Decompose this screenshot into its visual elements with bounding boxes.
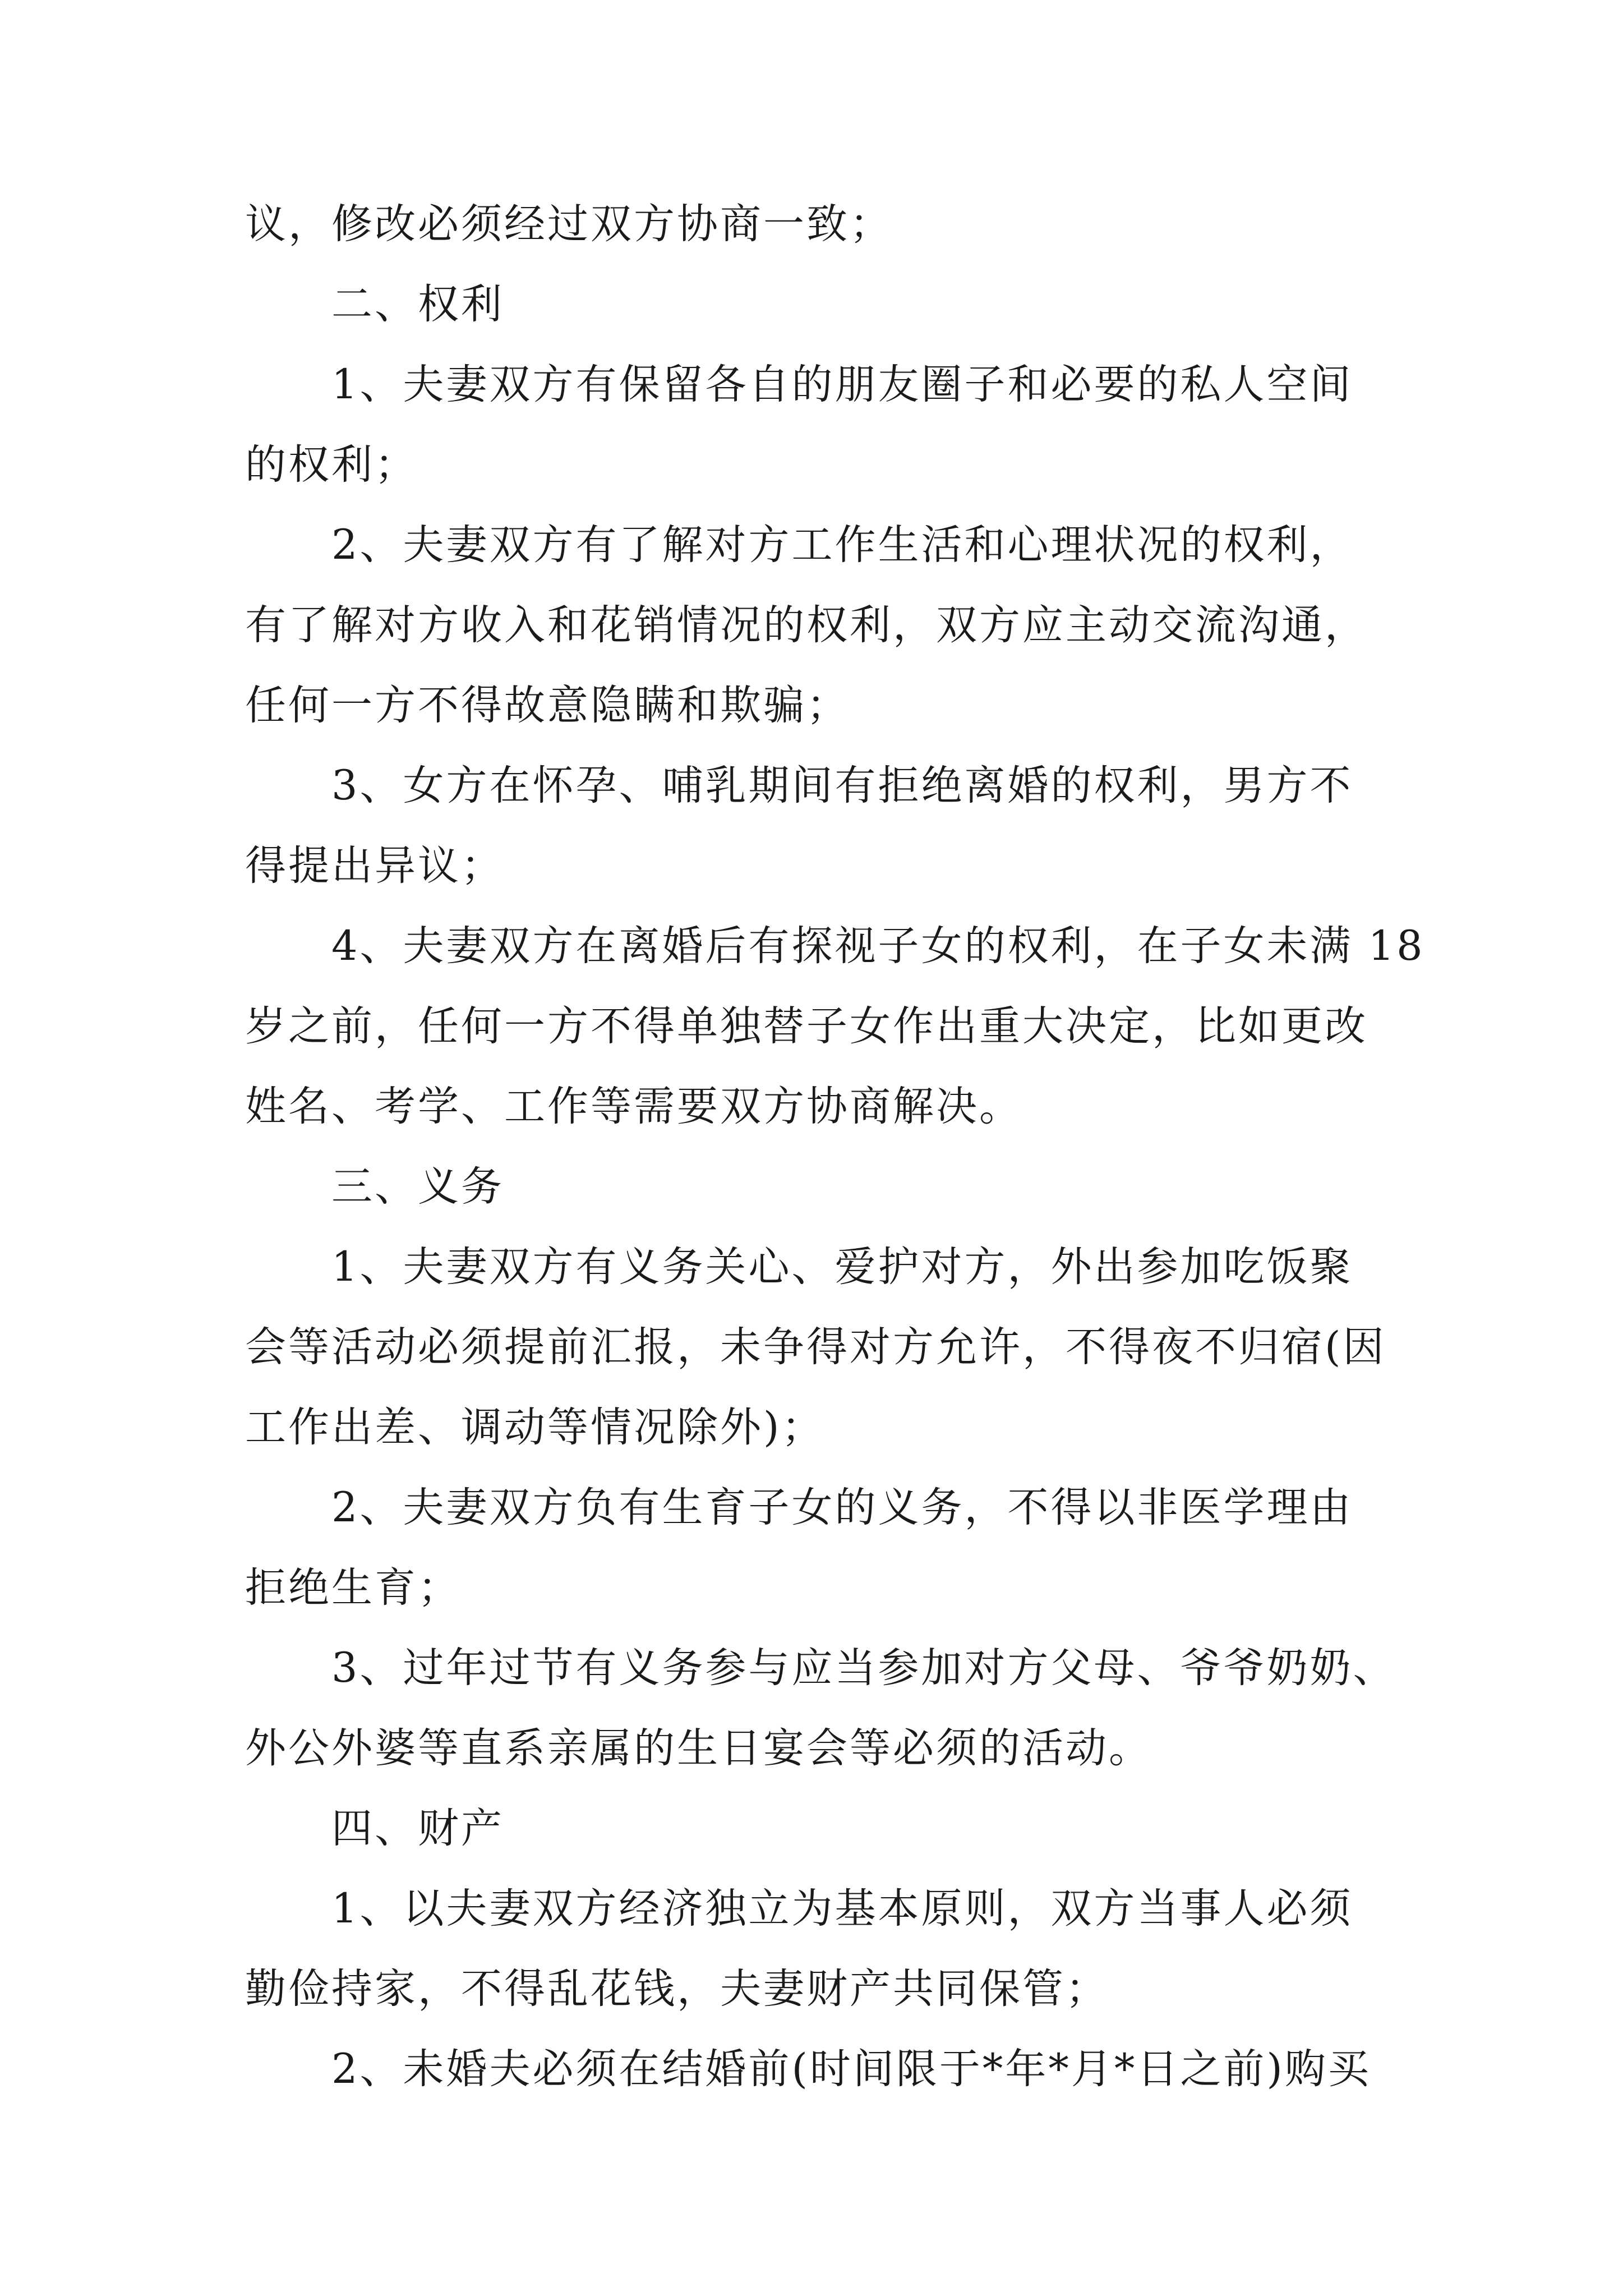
text-line: 外公外婆等直系亲属的生日宴会等必须的活动。 <box>245 1724 1152 1772</box>
text-line: 4、夫妻双方在离婚后有探视子女的权利，在子女未满 18 <box>331 922 1425 970</box>
text-line: 任何一方不得故意隐瞒和欺骗； <box>245 682 850 729</box>
text-line: 姓名、考学、工作等需要双方协商解决。 <box>245 1083 1022 1130</box>
text-line: 2、夫妻双方有了解对方工作生活和心理状况的权利， <box>331 521 1353 569</box>
text-line: 岁之前，任何一方不得单独替子女作出重大决定，比如更改 <box>245 1002 1368 1050</box>
text-line: 议，修改必须经过双方协商一致； <box>245 200 893 248</box>
text-line: 有了解对方收入和花销情况的权利，双方应主动交流沟通， <box>245 601 1368 649</box>
text-line: 拒绝生育； <box>245 1564 461 1612</box>
text-line: 得提出异议； <box>245 842 504 890</box>
section-heading-rights: 二、权利 <box>331 280 504 328</box>
text-line: 1、夫妻双方有保留各自的朋友圈子和必要的私人空间 <box>331 361 1353 408</box>
text-line: 3、过年过节有义务参与应当参加对方父母、爷爷奶奶、 <box>331 1644 1396 1692</box>
text-line: 1、以夫妻双方经济独立为基本原则，双方当事人必须 <box>331 1885 1353 1932</box>
text-line: 的权利； <box>245 441 418 489</box>
text-line: 会等活动必须提前汇报，未争得对方允许，不得夜不归宿(因 <box>245 1323 1386 1371</box>
text-line: 2、未婚夫必须在结婚前(时间限于*年*月*日之前)购买 <box>331 2045 1371 2093</box>
section-heading-obligations: 三、义务 <box>331 1163 504 1211</box>
text-line: 工作出差、调动等情况除外)； <box>245 1404 825 1451</box>
text-line: 1、夫妻双方有义务关心、爱护对方，外出参加吃饭聚 <box>331 1243 1353 1291</box>
text-line: 3、女方在怀孕、哺乳期间有拒绝离婚的权利，男方不 <box>331 762 1353 809</box>
section-heading-property: 四、财产 <box>331 1805 504 1852</box>
document-body <box>245 184 1425 2109</box>
text-line: 勤俭持家，不得乱花钱，夫妻财产共同保管； <box>245 1965 1109 2013</box>
text-line: 2、夫妻双方负有生育子女的义务，不得以非医学理由 <box>331 1484 1353 1531</box>
